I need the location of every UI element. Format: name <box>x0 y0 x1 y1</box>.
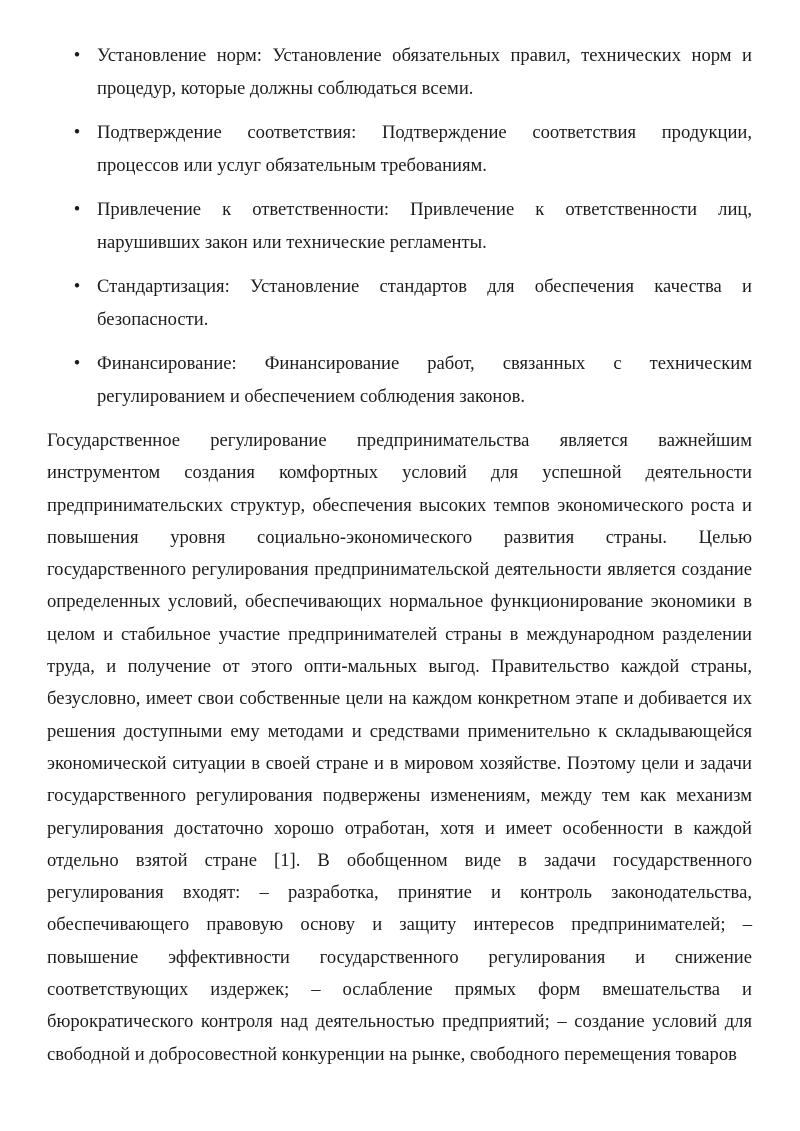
bullet-marker: • <box>73 353 81 374</box>
bullet-item-standardization <box>47 271 752 336</box>
bullet-term: Привлечение к ответственности: <box>97 199 390 220</box>
bullet-term: Установление норм: <box>97 45 262 66</box>
bullet-text: Подтверждение соответствия продукции, процессов или услуг обязательным требованиям. <box>97 122 752 176</box>
bullet-item-standards <box>47 40 752 105</box>
document-page <box>47 40 752 1071</box>
bullet-text: Финансирование работ, связанных с техническим регулированием и обеспечением соблюдения законов. <box>97 353 752 407</box>
bullet-marker: • <box>73 45 81 66</box>
bullet-item-financing <box>47 348 752 413</box>
bullet-text: Установление стандартов для обеспечения качества и безопасности. <box>97 276 752 330</box>
body-paragraph: Государственное регулирование предпринимательства является важнейшим инструментом создания комфортных условий для успешной деятельности предпринимательских структур, обеспечения высоких темпов экономического роста и повышения уровня социально-экономического развития страны. Целью государственного регулирования предпринимательской деятельности является создание определенных условий, обеспечивающих нормальное функционирование экономики в целом и стабильное участие предпринимателей страны в международном разделении труда, и получение от этого опти-мальных выгод. Правительство каждой страны, безусловно, имеет свои собственные цели на каждом конкретном этапе и добивается их решения доступными ему методами и средствами применительно к складывающейся экономической ситуации в своей стране и в мировом хозяйстве. Поэтому цели и задачи государственного регулирования подвержены изменениям, между тем как механизм регулирования достаточно хорошо отработан, хотя и имеет особенности в каждой отдельно взятой стране [1]. В обобщенном виде в задачи государственного регулирования входят: – разработка, принятие и контроль законодательства, обеспечивающего правовую основу и защиту интересов предпринимателей; – повышение эффективности государственного регулирования и снижение соответствующих издержек; – ослабление прямых форм вмешательства и бюрократического контроля над деятельностью предприятий; – создание условий для свободной и добросовестной конкуренции на рынке, свободного перемещения товаров <box>47 430 752 1065</box>
bullet-text: Привлечение к ответственности лиц, нарушивших закон или технические регламенты. <box>97 199 752 253</box>
bullet-term: Финансирование: <box>97 353 237 374</box>
bullet-item-liability <box>47 194 752 259</box>
bullet-list <box>47 40 752 413</box>
bullet-marker: • <box>73 122 81 143</box>
bullet-term: Стандартизация: <box>97 276 230 297</box>
bullet-term: Подтверждение соответствия: <box>97 122 357 143</box>
bullet-marker: • <box>73 199 81 220</box>
bullet-marker: • <box>73 276 81 297</box>
bullet-item-conformity <box>47 117 752 182</box>
bullet-text: Установление обязательных правил, технических норм и процедур, которые должны соблюдаться всеми. <box>97 45 752 99</box>
